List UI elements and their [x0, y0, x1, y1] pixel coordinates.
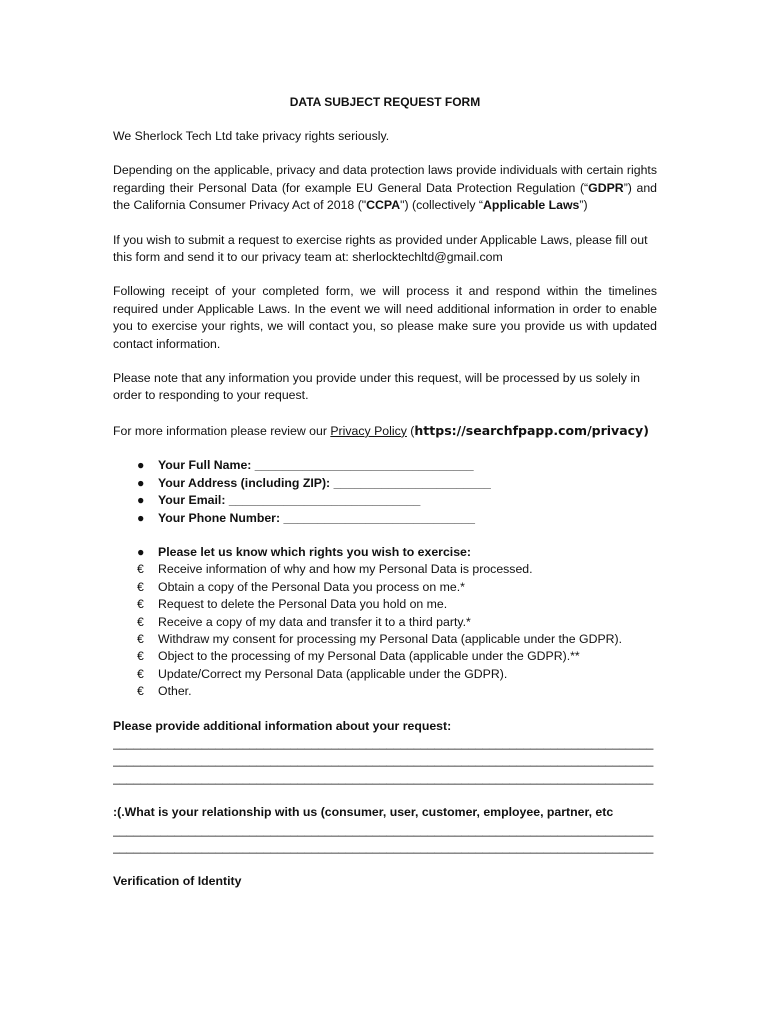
address-field[interactable]: Your Address (including ZIP): _______________________ — [158, 475, 491, 490]
checkbox-icon[interactable]: € — [137, 649, 144, 664]
checkbox-icon[interactable]: € — [137, 562, 144, 577]
right-option[interactable]: € Object to the processing of my Personal Data (applicable under the GDPR).** — [113, 648, 657, 665]
additional-info-line[interactable]: _______________________________________________________________________________ — [113, 770, 654, 785]
list-item[interactable] — [113, 457, 657, 474]
applicable-laws-term: Applicable Laws — [483, 198, 580, 213]
additional-info-line[interactable]: _______________________________________________________________________________ — [113, 735, 654, 750]
page-title: DATA SUBJECT REQUEST FORM — [289, 95, 481, 109]
checkbox-icon[interactable]: € — [137, 579, 144, 594]
right-option[interactable]: € Other. — [113, 683, 657, 700]
additional-info-heading: Please provide additional information about your request: — [113, 718, 452, 733]
note-paragraph: Please note that any information you provide under this request, will be processed by us solely in order to responding to your request. — [113, 371, 641, 403]
relationship-heading: :(.What is your relationship with us (consumer, user, customer, employee, partner, etc — [113, 805, 614, 820]
gdpr-term: GDPR — [588, 180, 624, 195]
processing-paragraph: Following receipt of your completed form, we will process it and respond within the timelines required under Applicable Laws. In the event we will need additional information in order to enable you to exercise your rights, we will contact you, so please make sure you provide us with updated contact information. — [113, 284, 657, 351]
laws-paragraph: Depending on the applicable, privacy and data protection laws provide individuals with certain rights regarding their Personal Data (for example EU General Data Protection Regulation (“GDPR”) and the California Consumer Privacy Act of 2018 ("CCPA") (collectively “Applicable Laws”) — [113, 163, 658, 213]
right-option[interactable]: € Receive information of why and how my Personal Data is processed. — [113, 561, 657, 578]
right-option[interactable]: € Request to delete the Personal Data you hold on me. — [113, 596, 657, 613]
form-page — [113, 94, 657, 891]
rights-heading: ● Please let us know which rights you wish to exercise: — [113, 544, 657, 561]
list-item[interactable] — [113, 475, 657, 492]
list-item[interactable] — [113, 510, 657, 527]
full-name-field[interactable]: Your Full Name: ________________________________ — [158, 458, 474, 473]
checkbox-icon[interactable]: € — [137, 597, 144, 612]
intro-paragraph: We Sherlock Tech Ltd take privacy rights seriously. — [113, 129, 390, 143]
right-option[interactable]: € Receive a copy of my data and transfer it to a third party.* — [113, 614, 657, 631]
relationship-line[interactable]: _______________________________________________________________________________ — [113, 822, 654, 837]
contact-fields-list — [113, 457, 657, 527]
bullet-icon: ● — [137, 458, 145, 473]
checkbox-icon[interactable]: € — [137, 684, 144, 699]
additional-info-line[interactable]: _______________________________________________________________________________ — [113, 753, 654, 768]
verification-heading: Verification of Identity — [113, 874, 242, 889]
privacy-policy-link[interactable]: Privacy Policy — [330, 423, 407, 438]
right-option[interactable]: € Withdraw my consent for processing my Personal Data (applicable under the GDPR). — [113, 631, 657, 648]
checkbox-icon[interactable]: € — [137, 631, 144, 646]
list-item[interactable] — [113, 492, 657, 509]
checkbox-icon[interactable]: € — [137, 666, 144, 681]
checkbox-icon[interactable]: € — [137, 614, 144, 629]
email-field[interactable]: Your Email: ____________________________ — [158, 493, 421, 508]
privacy-policy-url[interactable]: https://searchfpapp.com/privacy) — [414, 422, 649, 438]
phone-field[interactable]: Your Phone Number: ____________________________ — [158, 510, 475, 525]
rights-list — [113, 544, 657, 701]
submit-paragraph: If you wish to submit a request to exercise rights as provided under Applicable Laws, please fill out this form and send it to our privacy team at: sherlocktechltd@gmail.com — [113, 232, 648, 265]
right-option[interactable]: € Obtain a copy of the Personal Data you process on me.* — [113, 579, 657, 596]
relationship-line[interactable]: _______________________________________________________________________________ — [113, 840, 654, 854]
right-option[interactable]: € Update/Correct my Personal Data (applicable under the GDPR). — [113, 666, 657, 683]
more-info-paragraph: For more information please review our Privacy Policy (https://searchfpapp.com/privacy) — [113, 422, 649, 438]
ccpa-term: CCPA — [366, 198, 401, 213]
bullet-icon: ● — [137, 544, 145, 559]
bullet-icon: ● — [137, 510, 145, 525]
bullet-icon: ● — [137, 475, 145, 490]
bullet-icon: ● — [137, 493, 145, 508]
